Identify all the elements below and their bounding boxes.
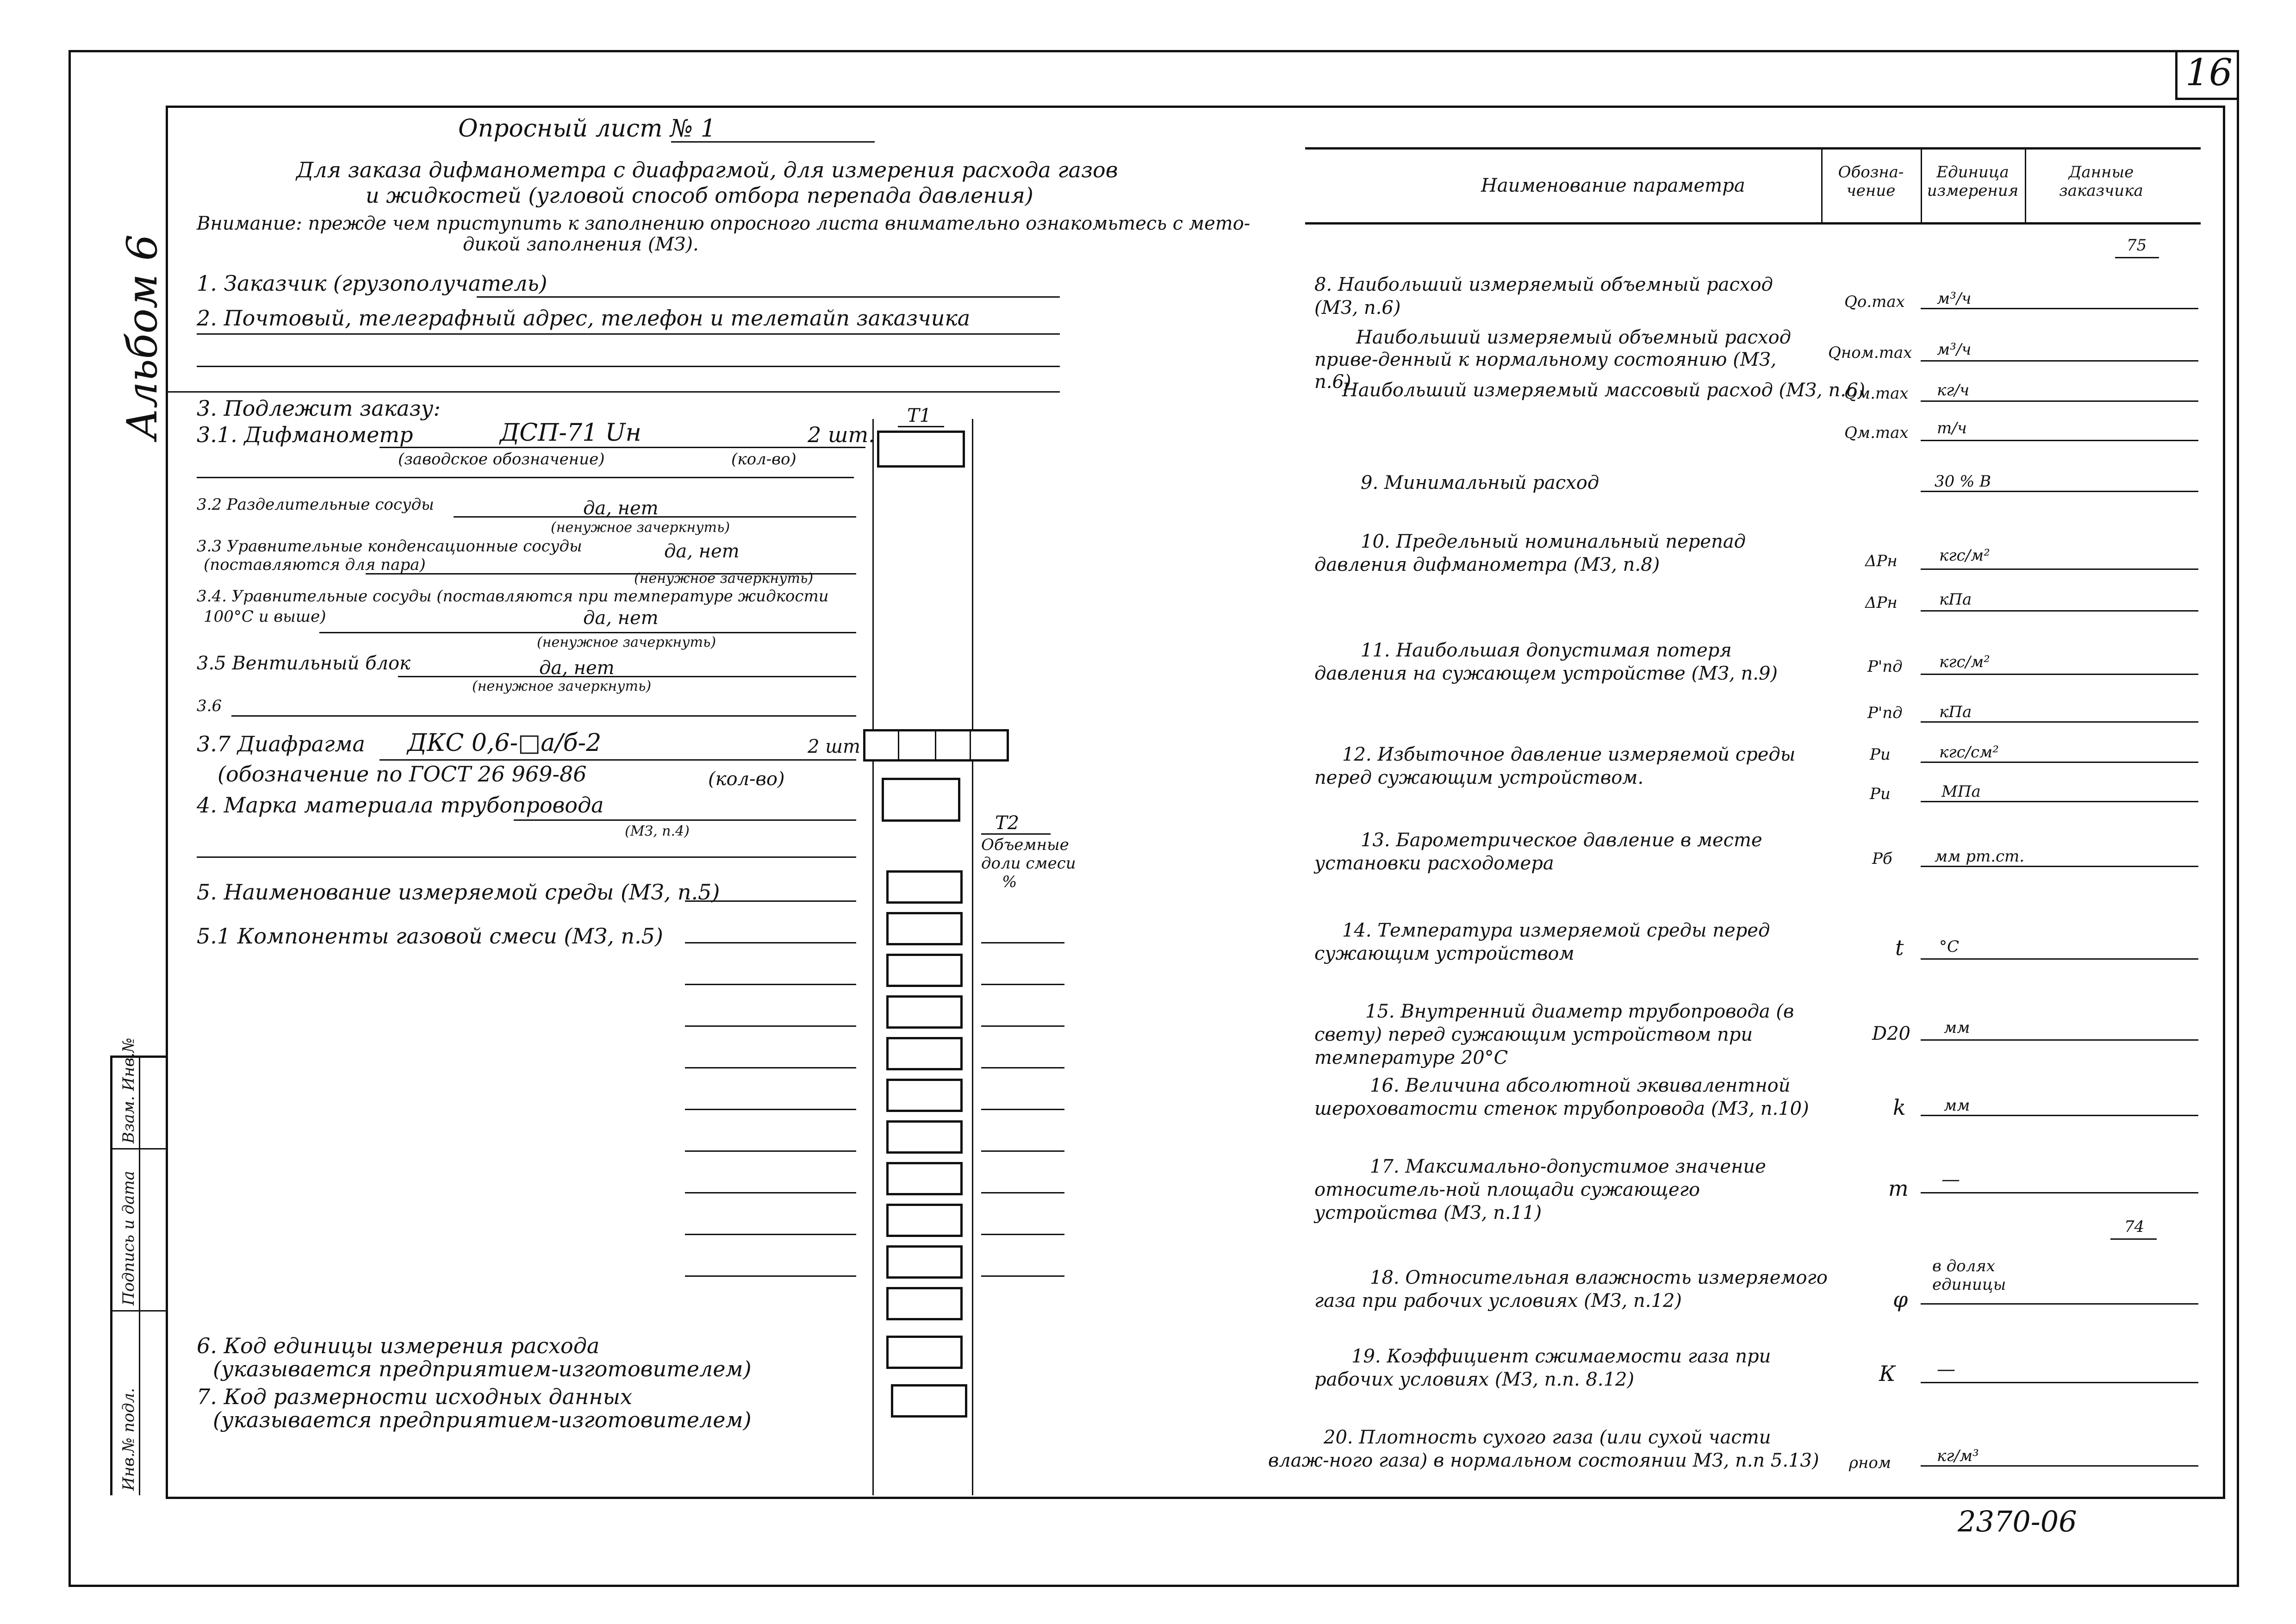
param-13-text: 13. Барометрическое давление в месте установки расходомера bbox=[1314, 830, 1762, 874]
param-16-text: 16. Величина абсолютной эквивалентной шероховатости стенок трубопровода (МЗ, п.10) bbox=[1314, 1075, 1809, 1119]
form-subtitle-1: Для заказа дифманометра с диафрагмой, для измерения расхода газов bbox=[296, 157, 1118, 182]
item-3-7-note-qty: (кол-во) bbox=[708, 768, 785, 790]
code-box-component bbox=[886, 1162, 963, 1195]
component-percent-line bbox=[981, 1150, 1064, 1152]
param-16-symbol: k bbox=[1893, 1095, 1906, 1120]
param-14-line bbox=[1921, 958, 2198, 960]
param-15-unit: мм bbox=[1944, 1018, 1970, 1037]
item-3-1-line-2 bbox=[197, 477, 854, 478]
item-7-label: 7. Код размерности исходных данных bbox=[197, 1384, 633, 1409]
item-3-3-value: да, нет bbox=[664, 541, 740, 562]
param-17-text: 17. Максимально-допустимое значение относитель-ной площади сужающего устройства (МЗ, п.11) bbox=[1314, 1156, 1766, 1224]
item-3-1-line bbox=[380, 447, 865, 448]
param-18-unit: в долях единицы bbox=[1932, 1257, 2006, 1294]
item-4-line-2 bbox=[197, 856, 856, 858]
component-line bbox=[685, 1192, 856, 1193]
code-box-component bbox=[886, 912, 963, 945]
item-3-1-qty: 2 шт. bbox=[808, 422, 875, 447]
param-8c-text: Наибольший измеряемый массовый расход (МЗ, п.6) bbox=[1342, 380, 1865, 401]
param-12b-line bbox=[1921, 801, 2198, 802]
item-2-line bbox=[197, 333, 1060, 335]
component-line bbox=[685, 1025, 856, 1027]
item-3-4-note: (ненужное зачеркнуть) bbox=[537, 634, 716, 650]
param-19-line bbox=[1921, 1382, 2198, 1383]
item-3-4-line bbox=[319, 632, 856, 633]
header-customer-data: Данные заказчика bbox=[2059, 163, 2143, 200]
param-17-line bbox=[1921, 1192, 2198, 1193]
item-3-3-note: (ненужное зачеркнуть) bbox=[634, 570, 814, 587]
item-3-7-qty: 2 шт bbox=[808, 736, 860, 757]
component-line bbox=[685, 942, 856, 943]
item-6-label: 6. Код единицы измерения расхода bbox=[197, 1333, 600, 1358]
attention-line-2: дикой заполнения (МЗ). bbox=[463, 234, 699, 255]
component-percent-line bbox=[981, 984, 1064, 985]
param-8d-unit: т/ч bbox=[1937, 419, 1967, 437]
item-4-line bbox=[514, 819, 856, 821]
param-8c-line bbox=[1921, 400, 2198, 402]
code-box-component bbox=[886, 1079, 963, 1112]
stamp-divider bbox=[139, 1056, 140, 1495]
code-box-component bbox=[886, 1037, 963, 1070]
param-15-symbol: D20 bbox=[1872, 1023, 1910, 1044]
item-3-6-line bbox=[231, 715, 856, 717]
item-3-1-label: 3.1. Дифманометр bbox=[197, 422, 413, 447]
param-9-line bbox=[1921, 491, 2198, 492]
attention-line-1: Внимание: прежде чем приступить к заполнению опросного листа внимательно ознакомьтесь с мето- bbox=[197, 213, 1251, 234]
param-10b-line bbox=[1921, 610, 2198, 612]
component-line bbox=[685, 1234, 856, 1235]
param-20-text: 20. Плотность сухого газа (или сухой части влаж-ного газа) в нормальном состоянии МЗ, п.п 5.13) bbox=[1268, 1427, 1819, 1471]
stamp-podpis-data: Подпись и дата bbox=[119, 1171, 138, 1305]
item-1-line bbox=[477, 296, 1060, 298]
param-12-line bbox=[1921, 762, 2198, 763]
param-8d-line bbox=[1921, 440, 2198, 441]
item-3-2-line bbox=[454, 516, 856, 518]
param-19-unit: — bbox=[1937, 1359, 1955, 1380]
param-11-symbol: P'пд bbox=[1867, 657, 1903, 676]
item-4-pipe-material: 4. Марка материала трубопровода bbox=[197, 793, 604, 818]
column-t1-label: Т1 bbox=[907, 405, 932, 426]
column-t2-label: Т2 bbox=[995, 812, 1020, 834]
item-3-1-note-qty: (кол-во) bbox=[731, 450, 796, 468]
stamp-inv-podl: Инв.№ подл. bbox=[119, 1388, 138, 1491]
param-12b-unit: МПа bbox=[1941, 782, 1981, 801]
component-line bbox=[685, 984, 856, 985]
item-5-line bbox=[685, 900, 856, 902]
item-3-7-line bbox=[380, 759, 856, 761]
param-9-unit: 30 % В bbox=[1935, 472, 1991, 491]
component-percent-line bbox=[981, 1192, 1064, 1193]
component-percent-line bbox=[981, 1275, 1064, 1277]
album-label: Альбом 6 bbox=[118, 234, 167, 440]
param-12-unit: кгс/см² bbox=[1939, 743, 1999, 762]
item-3-2-label: 3.2 Разделительные сосуды bbox=[197, 495, 434, 514]
page-number: 16 bbox=[2185, 51, 2233, 94]
item-1-customer: 1. Заказчик (грузополучатель) bbox=[197, 271, 548, 296]
component-percent-line bbox=[981, 942, 1064, 943]
param-18-symbol: φ bbox=[1893, 1287, 1908, 1312]
item-3-4-label-1: 3.4. Уравнительные сосуды (поставляются при температуре жидкости bbox=[197, 587, 829, 606]
table-header-top bbox=[1305, 147, 2201, 150]
param-8-unit: м³/ч bbox=[1937, 289, 1972, 308]
component-percent-line bbox=[981, 1067, 1064, 1068]
code-box-divider bbox=[898, 729, 899, 762]
header-symbol: Обозна-чение bbox=[1838, 163, 1904, 200]
drawing-code: 2370-06 bbox=[1958, 1505, 2077, 1538]
param-10-unit: кгс/м² bbox=[1939, 546, 1990, 565]
code-box-component bbox=[886, 995, 963, 1029]
column-t2-note-3: % bbox=[1002, 873, 1017, 891]
item-3-7-label: 3.7 Диафрагма bbox=[197, 731, 365, 756]
header-unit: Единица измерения bbox=[1927, 163, 2019, 200]
param-12b-symbol: Pи bbox=[1870, 785, 1891, 803]
item-5-medium: 5. Наименование измеряемой среды (МЗ, п.5) bbox=[197, 880, 720, 905]
param-11-text: 11. Наибольшая допустимая потеря давления на сужающем устройстве (МЗ, п.9) bbox=[1314, 640, 1778, 684]
item-5-1-components: 5.1 Компоненты газовой смеси (МЗ, п.5) bbox=[197, 924, 663, 949]
column-t1-underline bbox=[898, 426, 944, 427]
component-line bbox=[685, 1109, 856, 1110]
param-8-symbol: Qо.max bbox=[1844, 293, 1905, 311]
param-19-symbol: К bbox=[1879, 1361, 1896, 1386]
component-line bbox=[685, 1067, 856, 1068]
param-11-line bbox=[1921, 674, 2198, 675]
param-10-line bbox=[1921, 568, 2198, 570]
marker-75-underline bbox=[2115, 257, 2159, 258]
param-13-unit: мм рт.ст. bbox=[1935, 847, 2025, 866]
component-line bbox=[685, 1150, 856, 1152]
param-19-text: 19. Коэффициент сжимаемости газа при рабочих условиях (МЗ, п.п. 8.12) bbox=[1314, 1346, 1771, 1390]
stamp-column-line bbox=[110, 1056, 112, 1495]
item-6-note: (указывается предприятием-изготовителем) bbox=[213, 1356, 752, 1381]
param-11-unit: кгс/м² bbox=[1939, 653, 1990, 671]
header-parameter-name: Наименование параметра bbox=[1481, 175, 1745, 196]
param-10-symbol: ΔPн bbox=[1865, 552, 1898, 570]
marker-74-underline bbox=[2110, 1238, 2157, 1240]
param-8c-unit: кг/ч bbox=[1937, 381, 1970, 400]
item-2-line-2 bbox=[197, 366, 1060, 367]
param-10b-symbol: ΔPн bbox=[1865, 593, 1898, 612]
param-16-unit: мм bbox=[1944, 1096, 1970, 1115]
code-box-component bbox=[886, 1120, 963, 1154]
item-3-1-note-designation: (заводское обозначение) bbox=[398, 450, 605, 468]
item-7-note: (указывается предприятием-изготовителем) bbox=[213, 1407, 752, 1432]
param-18-text: 18. Относительная влажность измеряемого газа при рабочих условиях (МЗ, п.12) bbox=[1314, 1267, 1828, 1312]
item-3-3-label-1: 3.3 Уравнительные конденсационные сосуды bbox=[197, 537, 582, 556]
item-3-2-value: да, нет bbox=[583, 498, 659, 519]
param-8d-symbol: Qм.max bbox=[1844, 424, 1909, 442]
stamp-vzam-inv: Взам. Инв.№ bbox=[119, 1037, 138, 1143]
table-header-divider bbox=[1821, 147, 1823, 222]
form-subtitle-2: и жидкостей (угловой способ отбора перепада давления) bbox=[366, 183, 1033, 208]
param-8b-text: Наибольший измеряемый объемный расход приве-денный к нормальному состоянию (МЗ, п.6) bbox=[1314, 327, 1791, 393]
left-section-divider bbox=[168, 391, 1060, 393]
component-percent-line bbox=[981, 1025, 1064, 1027]
param-11b-symbol: P'пд bbox=[1867, 704, 1903, 722]
code-column-right-border bbox=[972, 419, 973, 1495]
item-3-5-note: (ненужное зачеркнуть) bbox=[472, 678, 652, 694]
code-box-component bbox=[886, 1287, 963, 1320]
code-box-component bbox=[886, 954, 963, 987]
param-18-line bbox=[1921, 1303, 2198, 1305]
item-3-5-value: да, нет bbox=[539, 657, 615, 679]
param-11b-unit: кПа bbox=[1939, 703, 1972, 721]
param-10b-unit: кПа bbox=[1939, 590, 1972, 609]
form-title: Опросный лист № 1 bbox=[458, 115, 716, 143]
column-t2-note-2: доли смеси bbox=[981, 854, 1076, 873]
param-10-text: 10. Предельный номинальный перепад давления дифманометра (МЗ, п.8) bbox=[1314, 531, 1746, 575]
code-box-medium bbox=[886, 870, 963, 904]
param-14-unit: °С bbox=[1939, 937, 1960, 956]
item-2-address: 2. Почтовый, телеграфный адрес, телефон и телетайп заказчика bbox=[197, 306, 971, 331]
param-13-line bbox=[1921, 866, 2198, 867]
param-8-line bbox=[1921, 308, 2198, 309]
code-box-component bbox=[886, 1204, 963, 1237]
table-header-divider bbox=[1921, 147, 1922, 222]
item-4-ref: (МЗ, п.4) bbox=[625, 823, 690, 839]
param-8b-unit: м³/ч bbox=[1937, 340, 1972, 359]
item-3-7-value: ДКС 0,6-□а/б-2 bbox=[407, 729, 602, 757]
param-8-text: 8. Наибольший измеряемый объемный расход (МЗ, п.6) bbox=[1314, 274, 1773, 319]
param-11b-line bbox=[1921, 721, 2198, 723]
code-box-difmanometer bbox=[877, 431, 965, 468]
param-20-line bbox=[1921, 1465, 2198, 1467]
param-14-text: 14. Температура измеряемой среды перед сужающим устройством bbox=[1314, 920, 1770, 964]
item-3-7-note-gost: (обозначение по ГОСТ 26 969-86 bbox=[218, 762, 587, 787]
item-3-5-label: 3.5 Вентильный блок bbox=[197, 653, 411, 674]
item-3-2-note: (ненужное зачеркнуть) bbox=[551, 519, 730, 536]
param-20-unit: кг/м³ bbox=[1937, 1447, 1979, 1465]
item-3-3-label-2: (поставляются для пара) bbox=[204, 556, 426, 574]
param-17-symbol: m bbox=[1888, 1176, 1909, 1201]
param-15-text: 15. Внутренний диаметр трубопровода (в свету) перед сужающим устройством при температуре 20°С bbox=[1314, 1001, 1794, 1068]
component-line bbox=[685, 1275, 856, 1277]
item-3-6-label: 3.6 bbox=[197, 697, 222, 715]
param-20-symbol: ρном bbox=[1849, 1454, 1892, 1472]
item-3-5-line bbox=[398, 676, 856, 677]
code-box-flow-unit bbox=[886, 1336, 963, 1369]
item-3-4-value: да, нет bbox=[583, 607, 659, 629]
code-box-material bbox=[882, 778, 960, 822]
column-t2-note-1: Объемные bbox=[981, 836, 1069, 854]
param-12-symbol: Pи bbox=[1870, 745, 1891, 764]
param-17-unit: — bbox=[1941, 1169, 1960, 1190]
param-13-symbol: Pб bbox=[1872, 849, 1892, 868]
table-header-bottom bbox=[1305, 222, 2201, 225]
title-underline bbox=[671, 141, 875, 143]
param-16-line bbox=[1921, 1115, 2198, 1116]
code-box-data-dimension bbox=[891, 1384, 967, 1418]
param-12-text: 12. Избыточное давление измеряемой среды перед сужающим устройством. bbox=[1314, 744, 1796, 788]
code-box-component bbox=[886, 1245, 963, 1279]
code-box-divider bbox=[970, 729, 971, 762]
column-t2-underline bbox=[981, 833, 1051, 835]
code-box-divider bbox=[935, 729, 936, 762]
marker-75: 75 bbox=[2127, 236, 2147, 255]
param-9-text: 9. Минимальный расход bbox=[1361, 472, 1599, 493]
component-percent-line bbox=[981, 1109, 1064, 1110]
param-15-line bbox=[1921, 1039, 2198, 1041]
item-3-order: 3. Подлежит заказу: bbox=[197, 396, 441, 421]
component-percent-line bbox=[981, 1234, 1064, 1235]
table-header-divider bbox=[2025, 147, 2026, 222]
item-3-4-label-2: 100°С и выше) bbox=[204, 607, 326, 626]
param-8c-symbol: Qм.max bbox=[1844, 384, 1909, 403]
item-3-1-value: ДСП-71 Uн bbox=[500, 419, 641, 447]
param-8b-symbol: Qном.max bbox=[1828, 344, 1912, 362]
code-column-left-border bbox=[872, 419, 874, 1495]
param-8b-line bbox=[1921, 360, 2198, 362]
param-14-symbol: t bbox=[1895, 935, 1904, 960]
marker-74: 74 bbox=[2124, 1218, 2145, 1236]
